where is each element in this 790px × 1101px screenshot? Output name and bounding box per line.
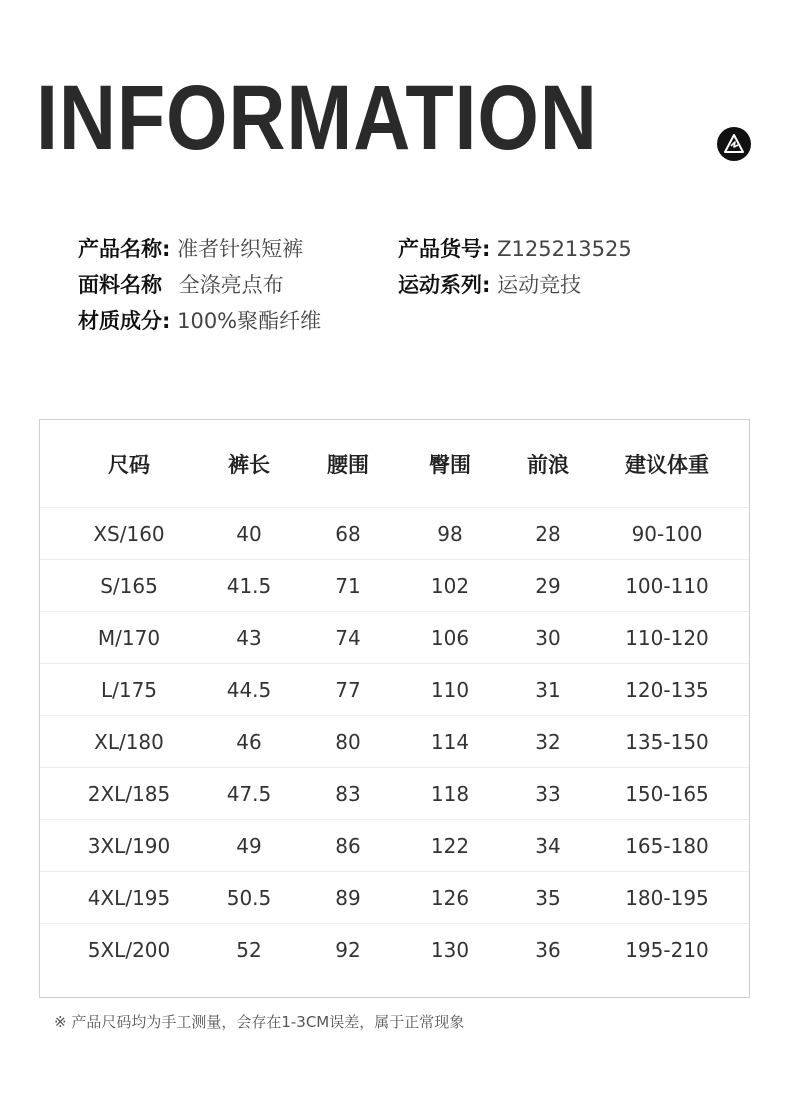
table-cell: 49 bbox=[236, 833, 262, 858]
table-cell: 31 bbox=[535, 677, 561, 702]
material-row bbox=[78, 311, 321, 332]
table-cell: 33 bbox=[535, 781, 561, 806]
series-label: 运动系列: bbox=[398, 273, 491, 297]
table-cell: XL/180 bbox=[94, 729, 164, 754]
table-cell: 71 bbox=[335, 573, 361, 598]
header-cell: 裤长 bbox=[228, 452, 270, 477]
table-cell: 195-210 bbox=[625, 938, 709, 962]
header-cell: 建议体重 bbox=[625, 452, 709, 477]
material-value: 100%聚酯纤维 bbox=[177, 309, 322, 333]
table-cell: 68 bbox=[335, 521, 361, 546]
table-row bbox=[40, 612, 749, 664]
header-cell: 腰围 bbox=[327, 452, 369, 477]
table-cell: XS/160 bbox=[93, 521, 165, 546]
table-cell: 165-180 bbox=[625, 833, 709, 858]
table-cell: 90-100 bbox=[631, 521, 703, 546]
fabric-row bbox=[78, 275, 284, 296]
table-cell: 36 bbox=[535, 938, 561, 962]
table-cell: 41.5 bbox=[226, 573, 272, 598]
table-cell: 150-165 bbox=[625, 781, 709, 806]
size-table-header bbox=[40, 420, 749, 508]
brand-logo-icon bbox=[717, 127, 751, 161]
table-cell: 106 bbox=[430, 625, 470, 650]
table-cell: 74 bbox=[335, 625, 361, 650]
table-cell: 40 bbox=[236, 521, 262, 546]
table-cell: 80 bbox=[335, 729, 361, 754]
table-row bbox=[40, 716, 749, 768]
series-value: 运动竞技 bbox=[497, 273, 582, 297]
table-cell: 50.5 bbox=[226, 885, 272, 910]
table-cell: 118 bbox=[430, 781, 470, 806]
product-name-row bbox=[78, 239, 303, 260]
product-code-label: 产品货号: bbox=[398, 237, 491, 261]
table-cell: 114 bbox=[430, 729, 470, 754]
size-table bbox=[39, 419, 750, 998]
table-cell: 126 bbox=[430, 885, 470, 910]
product-code-value: Z125213525 bbox=[497, 237, 632, 261]
table-cell: 52 bbox=[236, 938, 262, 962]
table-cell: 29 bbox=[535, 573, 561, 598]
table-cell: 2XL/185 bbox=[87, 781, 171, 806]
table-row bbox=[40, 820, 749, 872]
table-cell: 130 bbox=[430, 938, 470, 962]
table-cell: 47.5 bbox=[226, 781, 272, 806]
table-cell: 5XL/200 bbox=[87, 938, 171, 962]
table-cell: 43 bbox=[236, 625, 262, 650]
table-cell: L/175 bbox=[100, 677, 158, 702]
table-row bbox=[40, 768, 749, 820]
table-cell: 102 bbox=[430, 573, 470, 598]
table-cell: 32 bbox=[535, 729, 561, 754]
table-cell: M/170 bbox=[97, 625, 161, 650]
table-cell: 110 bbox=[430, 677, 470, 702]
table-cell: 83 bbox=[335, 781, 361, 806]
table-cell: 34 bbox=[535, 833, 561, 858]
table-row bbox=[40, 872, 749, 924]
table-cell: 86 bbox=[335, 833, 361, 858]
fabric-label: 面料名称 bbox=[78, 273, 162, 297]
header-cell: 臀围 bbox=[429, 452, 471, 477]
table-row bbox=[40, 508, 749, 560]
page-title: INFORMATION bbox=[36, 67, 598, 169]
table-cell: 122 bbox=[430, 833, 470, 858]
table-cell: 135-150 bbox=[625, 729, 709, 754]
table-row bbox=[40, 560, 749, 612]
header-cell: 尺码 bbox=[108, 452, 150, 477]
table-cell: 44.5 bbox=[226, 677, 272, 702]
table-row bbox=[40, 664, 749, 716]
product-code-row bbox=[398, 239, 632, 260]
series-row bbox=[398, 275, 581, 296]
table-cell: S/165 bbox=[100, 573, 158, 598]
material-label: 材质成分: bbox=[78, 309, 171, 333]
table-cell: 98 bbox=[437, 521, 463, 546]
product-name-value: 准者针织短裤 bbox=[177, 237, 304, 261]
table-cell: 110-120 bbox=[625, 625, 709, 650]
product-name-label: 产品名称: bbox=[78, 237, 171, 261]
header-cell: 前浪 bbox=[527, 452, 569, 477]
table-cell: 77 bbox=[335, 677, 361, 702]
table-cell: 92 bbox=[335, 938, 361, 962]
table-cell: 28 bbox=[535, 521, 561, 546]
table-row bbox=[40, 924, 749, 976]
table-cell: 89 bbox=[335, 885, 361, 910]
table-cell: 100-110 bbox=[625, 573, 709, 598]
table-cell: 4XL/195 bbox=[87, 885, 171, 910]
table-cell: 30 bbox=[535, 625, 561, 650]
fabric-value: 全涤亮点布 bbox=[178, 273, 284, 297]
measurement-note: ※ 产品尺码均为手工测量，会存在1-3CM误差，属于正常现象 bbox=[54, 1013, 465, 1031]
table-cell: 46 bbox=[236, 729, 262, 754]
table-cell: 120-135 bbox=[625, 677, 709, 702]
table-cell: 3XL/190 bbox=[87, 833, 171, 858]
table-cell: 35 bbox=[535, 885, 561, 910]
table-cell: 180-195 bbox=[625, 885, 709, 910]
